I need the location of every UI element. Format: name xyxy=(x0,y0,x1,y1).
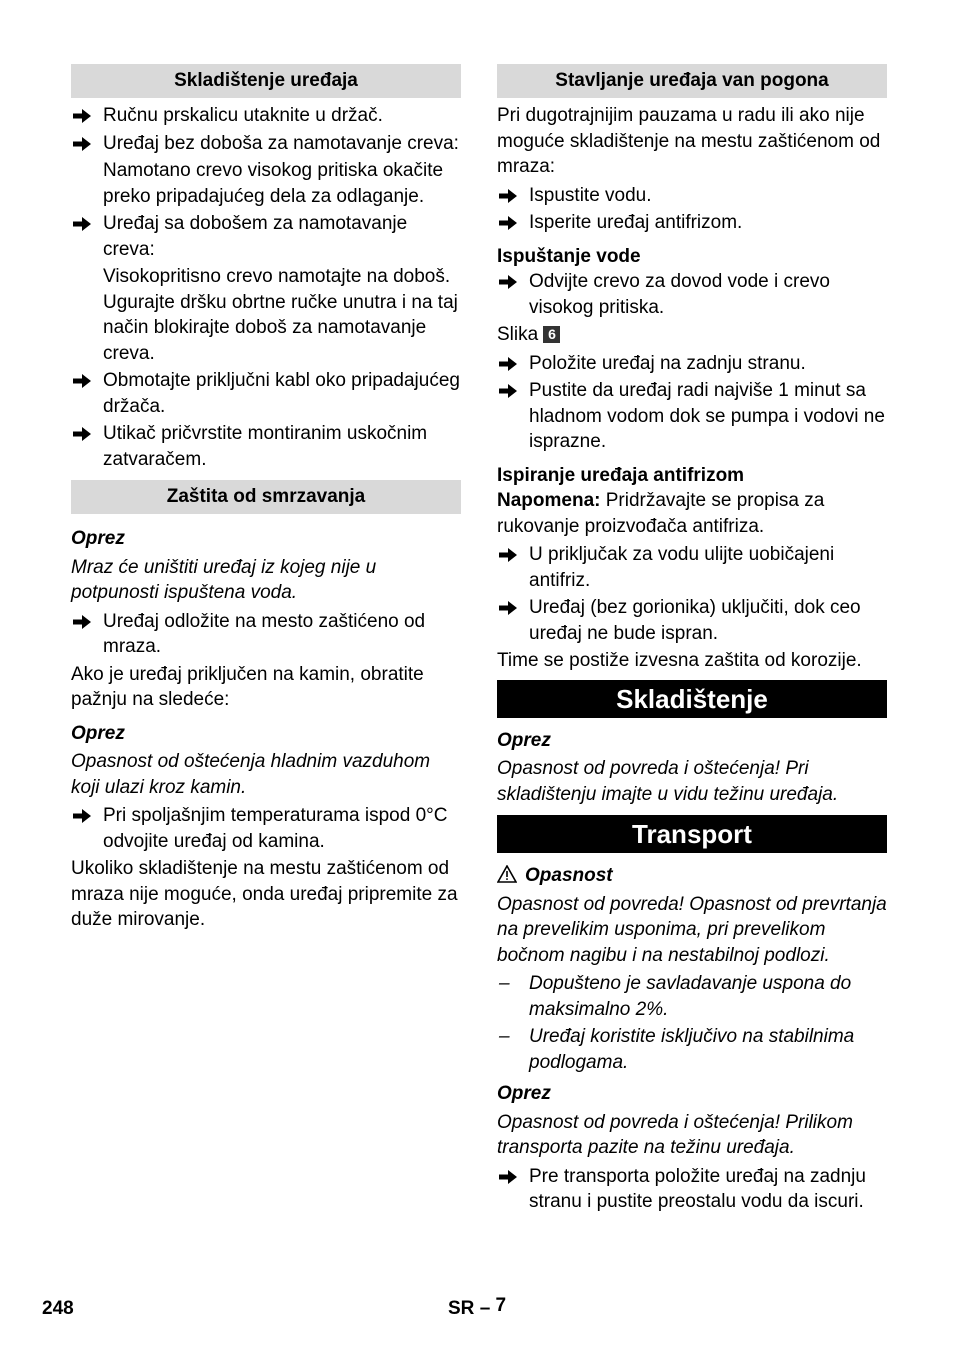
paragraph: Time se postiže izvesna zaštita od korozije. xyxy=(497,650,862,671)
storage-heading: Skladištenje xyxy=(497,680,887,718)
indented-text: Visokopritisno crevo namotajte na doboš. Ugurajte dršku obrtne ručke unutra i na taj način blokirajte doboš za namotavanje creva. xyxy=(103,266,458,364)
arrow-icon xyxy=(73,217,91,231)
figure-label: Slika xyxy=(497,324,539,345)
danger-text: Opasnost od povreda! Opasnost od prevrtanja na prevelikim usponima, pri prevelikom bočnom nagibu i na nestabilnoj podlozi. xyxy=(497,893,887,966)
dash-bullet: – xyxy=(499,1026,510,1047)
paragraph: Ukoliko skladištenje na mestu zaštićenom od mraza nije moguće, onda uređaj pripremite za duže mirovanje. xyxy=(71,858,458,930)
list-item: Ručnu prskalicu utaknite u držač. xyxy=(71,103,461,129)
arrow-icon xyxy=(499,189,517,203)
arrow-icon xyxy=(499,357,517,371)
note-text: Pridržavajte se propisa za rukovanje proizvođača antifriza. xyxy=(497,490,825,537)
page-number: 248 xyxy=(42,1298,74,1319)
dash-bullet: – xyxy=(499,973,510,994)
caution-text: Opasnost od povreda i oštećenja! Pri skladištenju imajte u vidu težinu uređaja. xyxy=(497,758,839,805)
arrow-icon xyxy=(499,1170,517,1184)
list-item: Ispustite vodu. xyxy=(497,183,887,209)
antifreeze-heading: Ispiranje uređaja antifrizom xyxy=(497,464,745,486)
caution-label: Oprez xyxy=(497,729,551,751)
caution-text: Opasnost od povreda i oštećenja! Prilikom transporta pazite na težinu uređaja. xyxy=(497,1111,853,1158)
caution-label: Oprez xyxy=(71,528,125,549)
arrow-icon xyxy=(73,137,91,151)
right-column xyxy=(497,64,887,1217)
list-item: Pre transporta položite uređaj na zadnju stranu i pustite preostalu vodu da iscuri. xyxy=(497,1164,887,1215)
arrow-icon xyxy=(73,809,91,823)
list-item: Položite uređaj na zadnju stranu. xyxy=(497,351,887,377)
frost-heading: Zaštita od smrzavanja xyxy=(71,480,461,514)
warning-triangle-icon xyxy=(497,865,517,883)
list-item: Uređaj sa dobošem za namotavanje creva: xyxy=(71,211,461,262)
arrow-icon xyxy=(499,384,517,398)
note-paragraph xyxy=(497,488,887,539)
list-item: U priključak za vodu ulijte uobičajeni antifriz. xyxy=(497,542,887,593)
caution-text: Opasnost od oštećenja hladnim vazduhom koji ulazi kroz kamin. xyxy=(71,751,431,798)
danger-label-row xyxy=(497,863,887,889)
arrow-icon xyxy=(73,427,91,441)
list-item: Uređaj odložite na mesto zaštićeno od mraza. xyxy=(71,609,461,660)
arrow-icon xyxy=(73,109,91,123)
caution-text: Mraz će uništiti uređaj iz kojeg nije u potpunosti ispuštena voda. xyxy=(71,556,377,603)
arrow-icon xyxy=(499,275,517,289)
list-item: Odvijte crevo za dovod vode i crevo visokog pritiska. xyxy=(497,269,887,320)
list-item: Pri spoljašnjim temperaturama ispod 0°C odvojite uređaj od kamina. xyxy=(71,803,461,854)
caution-label: Oprez xyxy=(497,1083,551,1104)
footer-section-label xyxy=(448,1297,506,1321)
arrow-icon xyxy=(73,374,91,388)
figure-reference xyxy=(497,322,887,348)
note-label: Napomena: xyxy=(497,490,601,511)
list-item: Isperite uređaj antifrizom. xyxy=(497,210,887,236)
arrow-icon xyxy=(499,601,517,615)
left-column xyxy=(71,64,461,936)
list-item: Pustite da uređaj radi najviše 1 minut sa hladnom vodom dok se pumpa i vodovi ne isprazne. xyxy=(497,378,887,455)
list-item: Uređaj (bez gorionika) uključiti, dok ceo uređaj ne bude ispran. xyxy=(497,595,887,646)
transport-heading: Transport xyxy=(497,815,887,853)
danger-label: Opasnost xyxy=(525,865,613,886)
dash-item: – Dopušteno je savladavanje uspona do maksimalno 2%. xyxy=(499,973,852,1020)
dash-item: – Uređaj koristite isključivo na stabilnima podlogama. xyxy=(499,1026,855,1073)
shutdown-heading: Stavljanje uređaja van pogona xyxy=(497,64,887,98)
arrow-icon xyxy=(73,615,91,629)
paragraph: Ako je uređaj priključen na kamin, obratite pažnju na sledeće: xyxy=(71,663,424,710)
storage-device-heading: Skladištenje uređaja xyxy=(71,64,461,98)
arrow-icon xyxy=(499,216,517,230)
list-item: Uređaj bez doboša za namotavanje creva: xyxy=(71,131,461,157)
footer-subpage: 7 xyxy=(495,1295,507,1316)
indented-text: Namotano crevo visokog pritiska okačite preko pripadajućeg dela za odlaganje. xyxy=(103,160,444,207)
drain-heading: Ispuštanje vode xyxy=(497,245,641,267)
list-item: Obmotajte priključni kabl oko pripadajućeg držača. xyxy=(71,368,461,419)
list-item: Utikač pričvrstite montiranim uskočnim zatvaračem. xyxy=(71,421,461,472)
caution-label: Oprez xyxy=(71,722,125,744)
footer-lang: SR xyxy=(448,1298,475,1319)
paragraph: Pri dugotrajnijim pauzama u radu ili ako nije moguće skladištenje na mestu zaštićenom od mraza: xyxy=(497,105,881,177)
footer-separator: – xyxy=(479,1298,491,1319)
figure-number-badge: 6 xyxy=(543,326,560,343)
arrow-icon xyxy=(499,548,517,562)
